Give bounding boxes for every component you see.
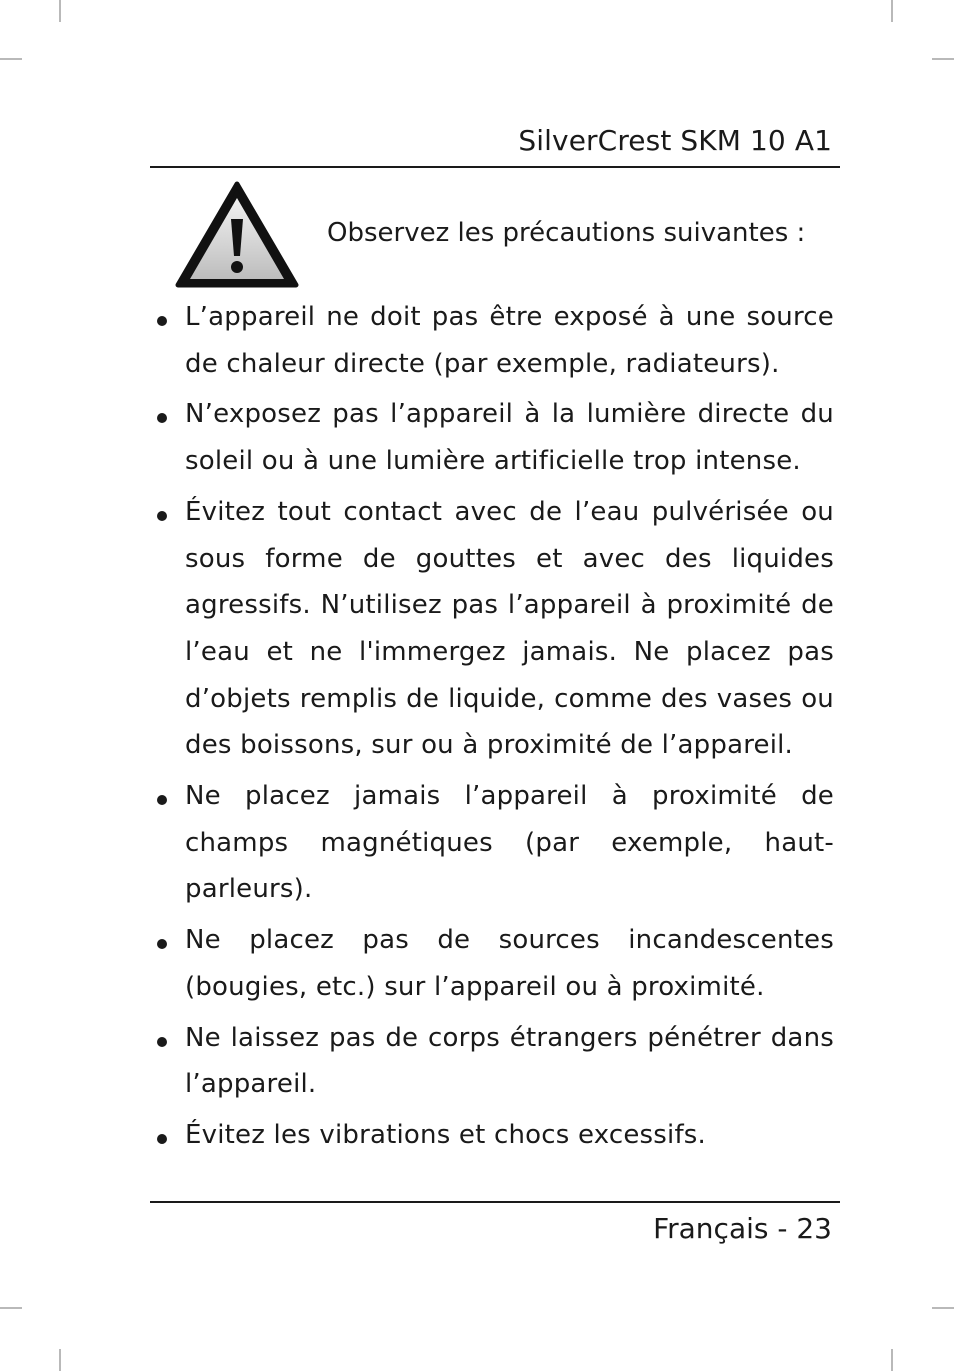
header-rule <box>150 166 840 168</box>
list-item <box>152 1112 834 1159</box>
bullet-icon <box>157 939 167 949</box>
list-item-text: Ne placez jamais l’appareil à proximité de champs magnétiques (par exemple, haut-parleurs). <box>185 781 834 905</box>
page-header-title: SilverCrest SKM 10 A1 <box>518 124 832 157</box>
precautions-list <box>152 294 834 1163</box>
crop-mark <box>891 1349 893 1371</box>
warning-triangle-icon <box>175 181 299 289</box>
list-item <box>152 917 834 1010</box>
list-item <box>152 294 834 387</box>
crop-mark <box>59 0 61 22</box>
warning-intro-text: Observez les précautions suivantes : <box>327 218 806 248</box>
bullet-icon <box>157 1037 167 1047</box>
list-item-text: Évitez les vibrations et chocs excessifs. <box>185 1119 707 1150</box>
list-item <box>152 773 834 913</box>
list-item <box>152 489 834 769</box>
crop-mark <box>891 0 893 22</box>
list-item <box>152 1015 834 1108</box>
list-item-text: L’appareil ne doit pas être exposé à une source de chaleur directe (par exemple, radiateurs). <box>185 302 834 379</box>
bullet-icon <box>157 316 167 326</box>
footer-rule <box>150 1201 840 1203</box>
bullet-icon <box>157 795 167 805</box>
list-item-text: Ne placez pas de sources incandescentes (bougies, etc.) sur l’appareil ou à proximité. <box>185 925 834 1002</box>
list-item-text: N’exposez pas l’appareil à la lumière directe du soleil ou à une lumière artificielle trop intense. <box>185 399 834 477</box>
list-item <box>152 391 834 484</box>
crop-mark <box>0 1307 22 1309</box>
bullet-icon <box>157 1134 167 1144</box>
bullet-icon <box>157 511 167 521</box>
bullet-icon <box>157 413 167 423</box>
list-item-text: Ne laissez pas de corps étrangers pénétrer dans l’appareil. <box>185 1022 834 1100</box>
crop-mark <box>932 1307 954 1309</box>
crop-mark <box>932 58 954 60</box>
crop-mark <box>0 58 22 60</box>
crop-mark <box>59 1349 61 1371</box>
page-number: Français - 23 <box>653 1212 832 1245</box>
list-item-text: Évitez tout contact avec de l’eau pulvérisée ou sous forme de gouttes et avec des liquides agressifs. N’utilisez pas l’appareil à proximité de l’eau et ne l'immergez jamais. Ne placez pas d’objets remplis de liquide, comme des vases ou des boissons, sur ou à proximité de l’appareil. <box>185 496 834 761</box>
